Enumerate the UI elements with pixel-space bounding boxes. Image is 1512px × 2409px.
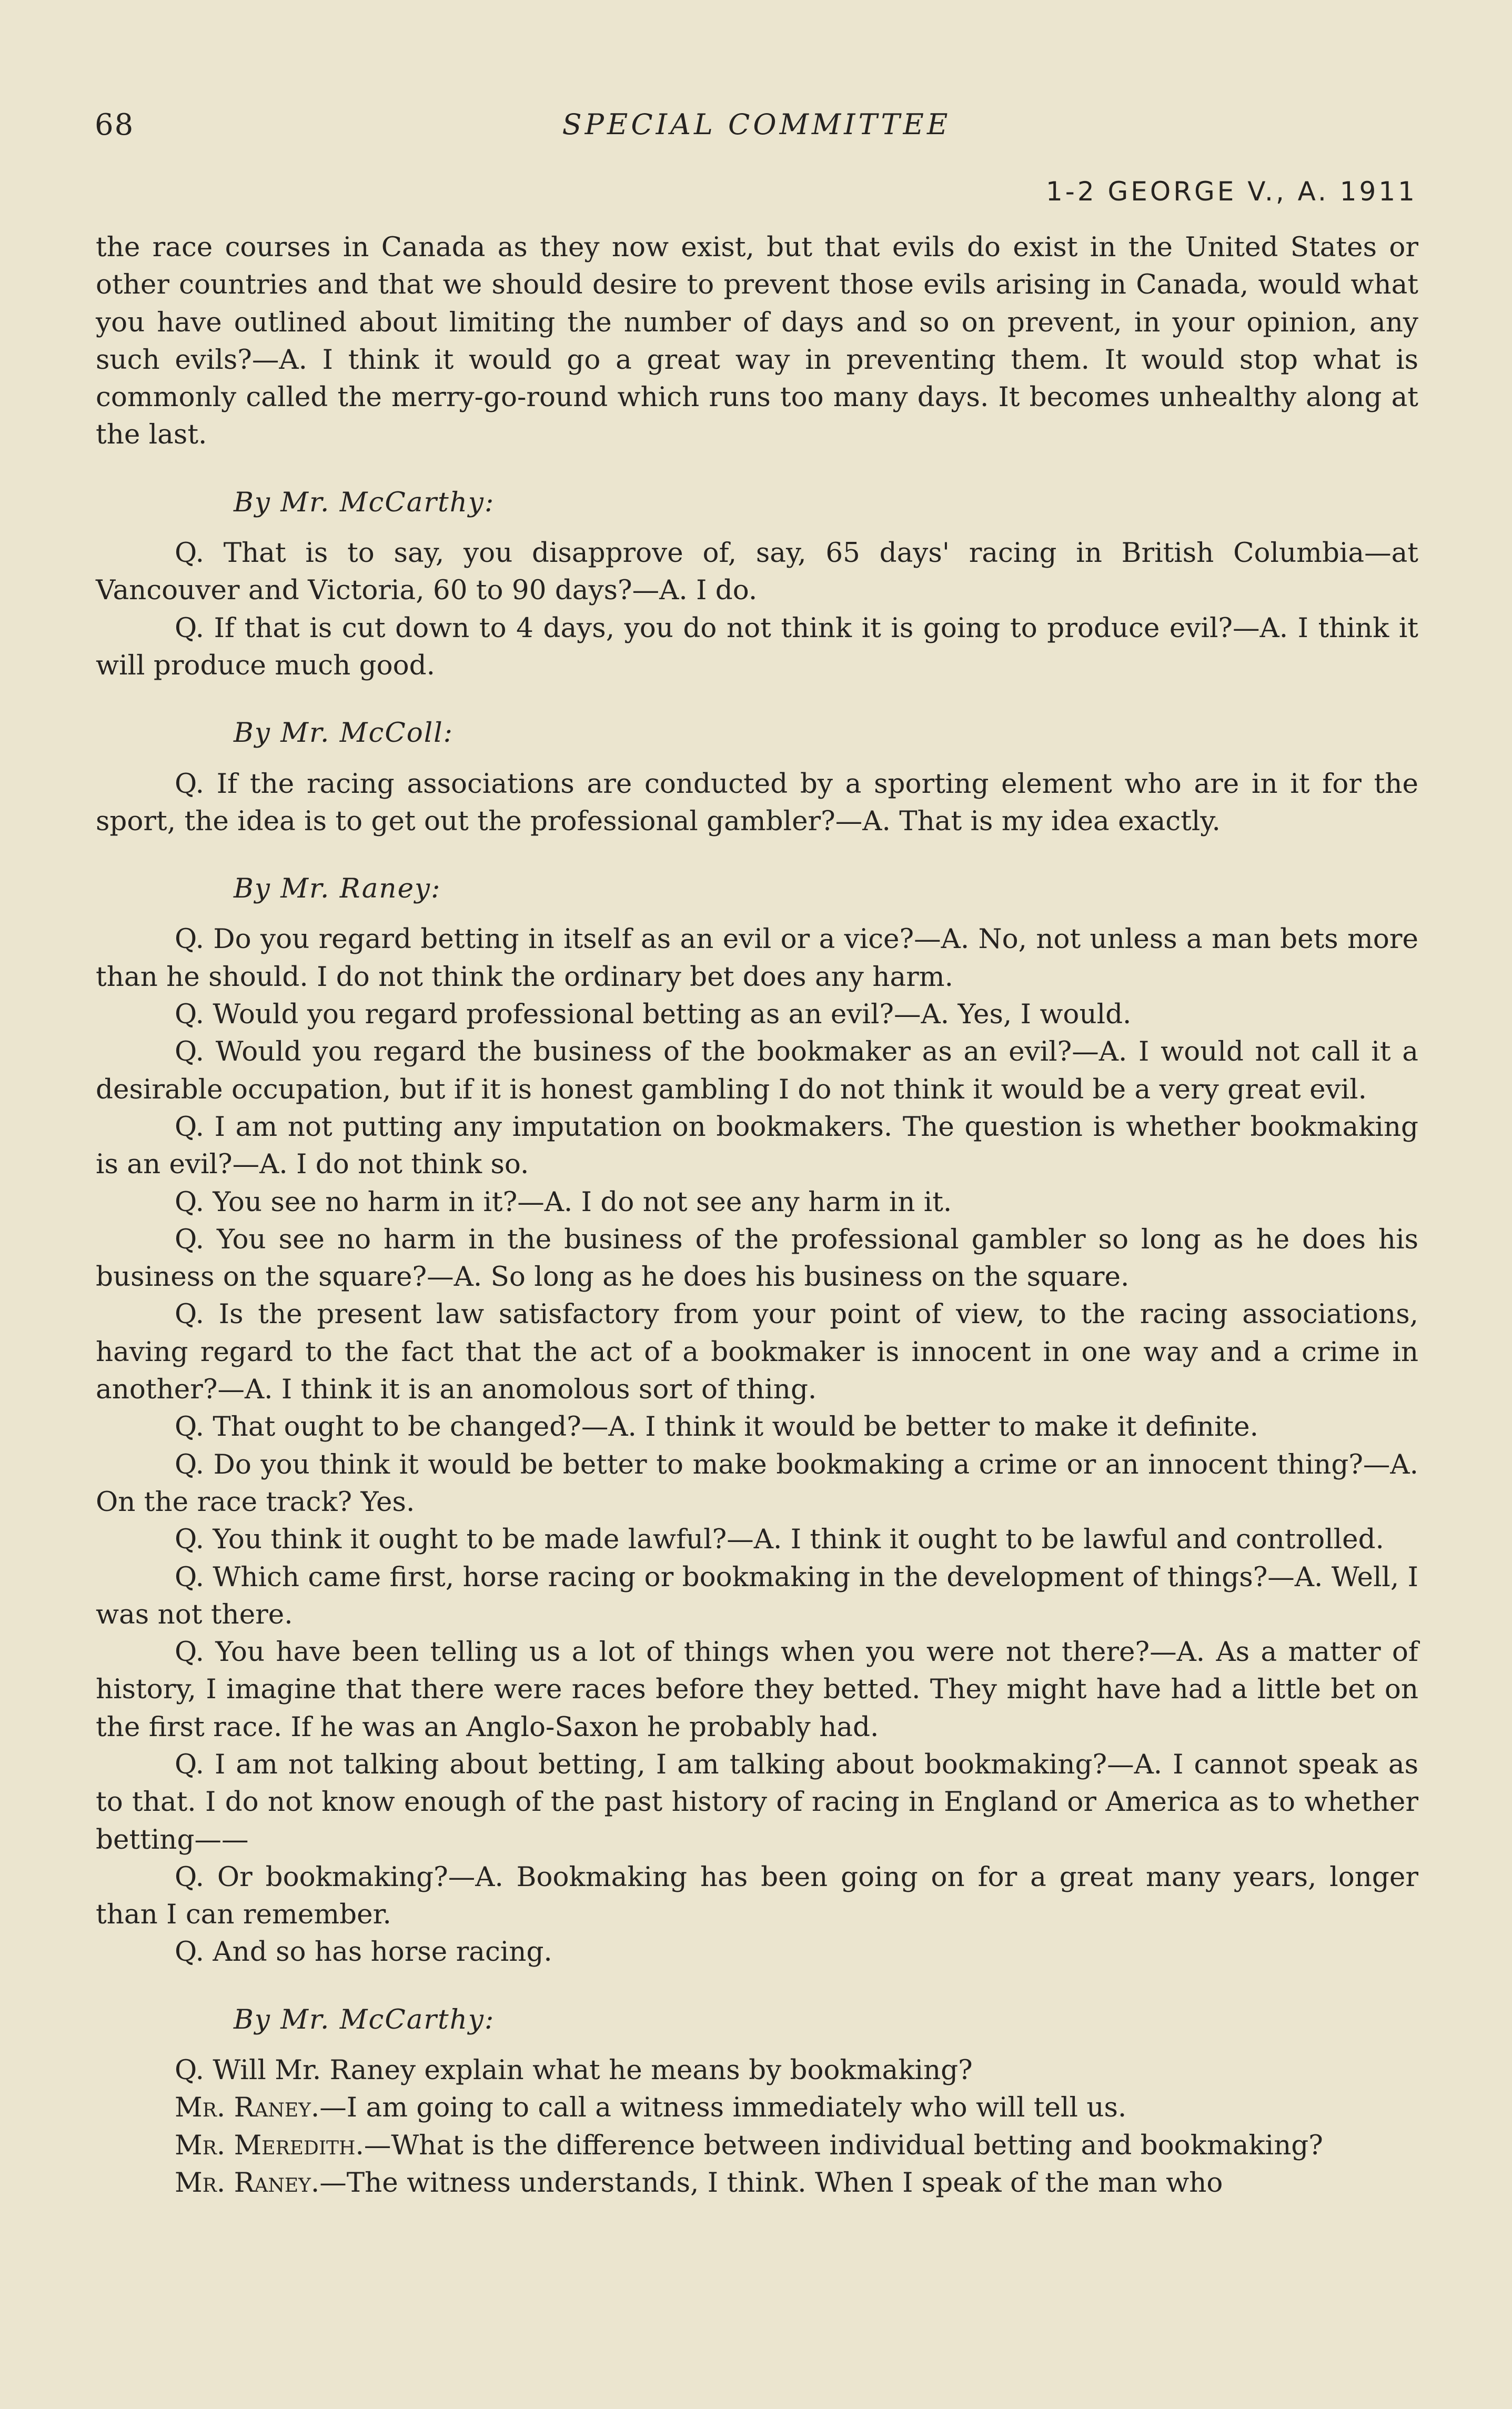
page-header <box>95 108 1418 150</box>
speaker-paragraph <box>96 2089 1418 2126</box>
speaker-text: .—The witness understands, I think. When I speak of the man who <box>310 2166 1223 2199</box>
qa-paragraph: Q. That ought to be changed?—A. I think it would be better to make it definite. <box>175 1411 1258 1443</box>
speaker-paragraph <box>96 2164 1418 2202</box>
running-head: SPECIAL COMMITTEE <box>562 108 951 141</box>
session-line: 1-2 GEORGE V., A. 1911 <box>1045 176 1417 207</box>
qa-paragraph: Q. I am not talking about betting, I am talking about bookmaking?—A. I cannot speak as to that. I do not know enough of the past history of racing in England or America as to whether betting—— <box>96 1748 1418 1856</box>
qa-paragraph: Q. Which came first, horse racing or bookmaking in the development of things?—A. Well, I was not there. <box>96 1561 1418 1630</box>
qa-paragraph: Q. Or bookmaking?—A. Bookmaking has been going on for a great many years, longer than I can remember. <box>96 1861 1418 1931</box>
examiner-heading: By Mr. McColl: <box>234 717 454 749</box>
qa-paragraph: Q. If the racing associations are conducted by a sporting element who are in it for the sport, the idea is to get out the professional gambler?—A. That is my idea exactly. <box>96 768 1418 837</box>
qa-paragraph: Q. You see no harm in it?—A. I do not see any harm in it. <box>175 1186 952 1218</box>
body-text <box>96 229 1418 2202</box>
qa-paragraph: Q. I am not putting any imputation on bookmakers. The question is whether bookmaking is an evil?—A. I do not think so. <box>96 1111 1418 1181</box>
qa-paragraph: Q. That is to say, you disapprove of, say, 65 days' racing in British Columbia—at Vancouver and Victoria, 60 to 90 days?—A. I do. <box>96 537 1418 607</box>
continuation-paragraph: the race courses in Canada as they now exist, but that evils do exist in the United States or other countries and that we should desire to prevent those evils arising in Canada, would what you have outlined about limiting the number of days and so on prevent, in your opinion, any such evils?—A. I think it would go a great way in preventing them. It would stop what is commonly called the merry-go-round which runs too many days. It becomes unhealthy along at the last. <box>96 231 1418 451</box>
qa-paragraph: Q. Do you regard betting in itself as an evil or a vice?—A. No, not unless a man bets more than he should. I do not think the ordinary bet does any harm. <box>96 923 1418 993</box>
qa-paragraph: Q. If that is cut down to 4 days, you do not think it is going to produce evil?—A. I think it will produce much good. <box>96 612 1418 681</box>
qa-paragraph: Q. Do you think it would be better to make bookmaking a crime or an innocent thing?—A. On the race track? Yes. <box>96 1448 1418 1518</box>
speaker-paragraph <box>96 2127 1418 2164</box>
examiner-heading: By Mr. McCarthy: <box>234 486 495 518</box>
speaker-text: .—What is the difference between individual betting and bookmaking? <box>355 2129 1323 2161</box>
speaker-name: Mr. Raney <box>175 2092 311 2124</box>
qa-paragraph: Q. Would you regard professional betting as an evil?—A. Yes, I would. <box>175 999 1132 1031</box>
page-number: 68 <box>95 108 135 142</box>
examiner-heading: By Mr. McCarthy: <box>234 2003 495 2035</box>
qa-paragraph: Q. You think it ought to be made lawful?—A. I think it ought to be lawful and controlled. <box>175 1524 1384 1556</box>
qa-paragraph: Q. Is the present law satisfactory from your point of view, to the racing associations, having regard to the fact that the act of a bookmaker is innocent in one way and a crime in another?—A. I think it is an anomolous sort of thing. <box>96 1298 1418 1406</box>
qa-paragraph: Q. You see no harm in the business of the professional gambler so long as he does his business on the square?—A. So long as he does his business on the square. <box>96 1223 1418 1293</box>
qa-paragraph: Q. And so has horse racing. <box>175 1936 552 1968</box>
qa-paragraph: Q. Will Mr. Raney explain what he means by bookmaking? <box>175 2054 973 2087</box>
speaker-name: Mr. Raney <box>175 2166 311 2199</box>
speaker-name: Mr. Meredith <box>175 2129 356 2161</box>
speaker-text: .—I am going to call a witness immediately who will tell us. <box>310 2092 1127 2124</box>
qa-paragraph: Q. You have been telling us a lot of things when you were not there?—A. As a matter of history, I imagine that there were races before they betted. They might have had a little bet on the first race. If he was an Anglo-Saxon he probably had. <box>96 1636 1418 1743</box>
qa-paragraph: Q. Would you regard the business of the bookmaker as an evil?—A. I would not call it a desirable occupation, but if it is honest gambling I do not think it would be a very great evil. <box>96 1036 1418 1105</box>
examiner-heading: By Mr. Raney: <box>234 873 441 905</box>
